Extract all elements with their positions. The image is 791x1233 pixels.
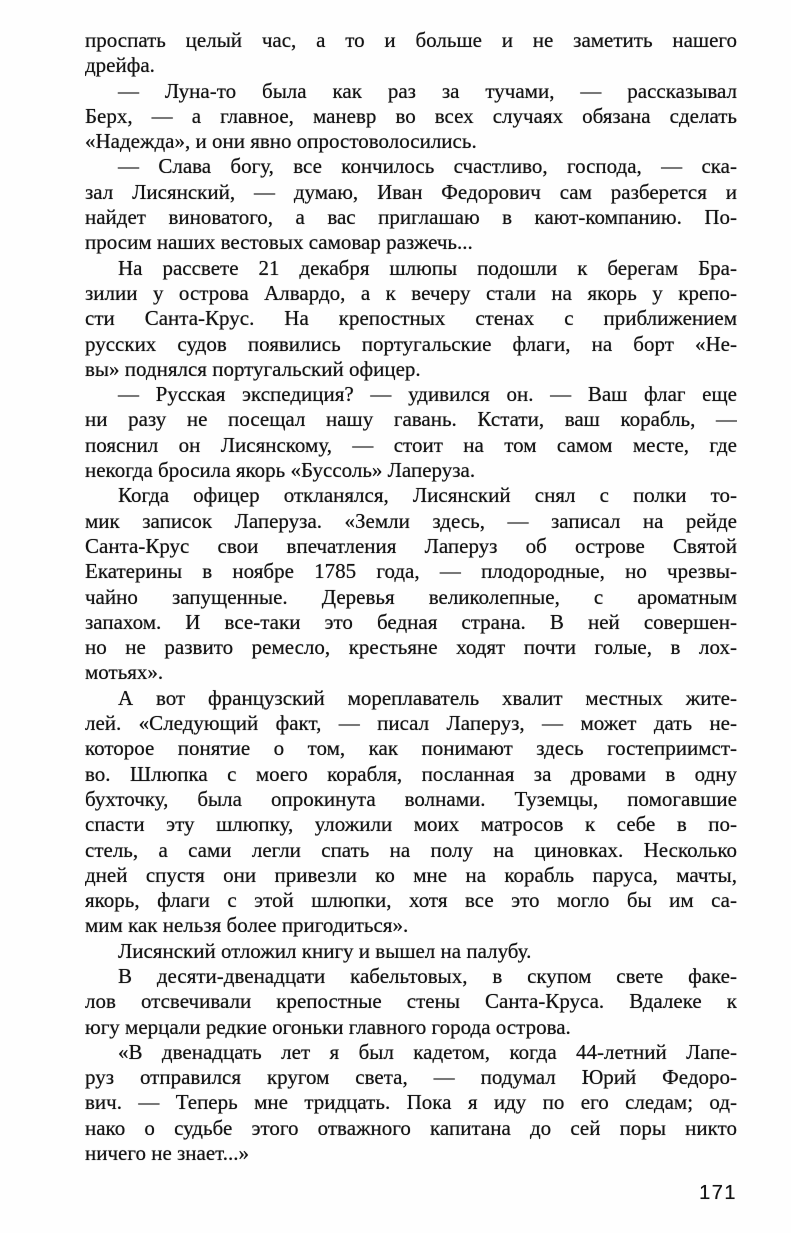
text-line: лей. «Следующий факт, — писал Лаперуз, — может дать не-: [85, 711, 737, 736]
text-line: дрейфа.: [85, 53, 155, 78]
text-line: сти Санта-Крус. На крепостных стенах с приближением: [85, 306, 737, 331]
text-line: пояснил он Лисянскому, — стоит на том самом месте, где: [85, 432, 737, 457]
paragraph: [85, 964, 737, 1040]
text-line: Лисянский отложил книгу и вышел на палубу.: [118, 938, 532, 963]
text-line: стель, а сами легли спать на полу на циновках. Несколько: [85, 837, 737, 862]
paragraph: [85, 79, 737, 155]
paragraph: [85, 1040, 737, 1166]
text-line: дней спустя они привезли ко мне на корабль паруса, мачты,: [85, 862, 737, 887]
text-line: Берх, — а главное, маневр во всех случаях обязана сделать: [85, 103, 737, 128]
text-line: якорь, флаги с этой шлюпки, хотя все это могло бы им са-: [85, 888, 737, 913]
text-line: На рассвете 21 декабря шлюпы подошли к берегам Бра-: [118, 255, 737, 280]
text-line: вич. — Теперь мне тридцать. Пока я иду по его следам; од-: [85, 1090, 737, 1115]
text-line: ни разу не посещал нашу гавань. Кстати, ваш корабль, —: [85, 407, 737, 432]
text-line: — Слава богу, все кончилось счастливо, господа, — ска-: [118, 154, 737, 179]
page-number: 171: [699, 1182, 737, 1204]
text-line: югу мерцали редкие огоньки главного города острова.: [85, 1014, 571, 1039]
paragraph: [85, 686, 737, 939]
text-line: Когда офицер откланялся, Лисянский снял с полки то-: [118, 483, 737, 508]
paragraph: [85, 382, 737, 483]
paragraph: [85, 154, 737, 255]
text-line: во. Шлюпка с моего корабля, посланная за дровами в одну: [85, 761, 737, 786]
text-line: но не развито ремесло, крестьяне ходят почти голые, в лох-: [85, 635, 737, 660]
text-line: руз отправился кругом света, — подумал Юрий Федоро-: [85, 1065, 737, 1090]
text-line: просим наших вестовых самовар разжечь...: [85, 230, 473, 255]
text-line: мим как нельзя более пригодиться».: [85, 913, 409, 938]
text-line: — Русская экспедиция? — удивился он. — Ваш флаг еще: [118, 382, 737, 407]
text-line: спасти эту шлюпку, уложили моих матросов к себе в по-: [85, 812, 737, 837]
text-line: В десяти-двенадцати кабельтовых, в скупом свете факе-: [118, 963, 737, 988]
text-line: Санта-Крус свои впечатления Лаперуз об острове Святой: [85, 533, 737, 558]
text-block: [85, 28, 737, 1166]
paragraph: [85, 939, 737, 964]
text-line: мик записок Лаперуза. «Земли здесь, — записал на рейде: [85, 508, 737, 533]
text-line: лов отсвечивали крепостные стены Санта-Круса. Вдалеке к: [85, 989, 737, 1014]
paragraph: [85, 256, 737, 382]
paragraph: [85, 28, 737, 79]
text-line: чайно запущенные. Деревья великолепные, с ароматным: [85, 584, 737, 609]
paragraph: [85, 483, 737, 685]
text-line: А вот французский мореплаватель хвалит местных жите-: [118, 685, 737, 710]
text-line: бухточку, была опрокинута волнами. Туземцы, помогавшие: [85, 786, 737, 811]
text-line: зилии у острова Алвардо, а к вечеру стали на якорь у крепо-: [85, 280, 737, 305]
text-line: проспать целый час, а то и больше и не заметить нашего: [85, 28, 737, 52]
text-line: найдет виноватого, а вас приглашаю в кают-компанию. По-: [85, 205, 737, 230]
text-line: мотьях».: [85, 660, 164, 685]
text-line: зал Лисянский, — думаю, Иван Федорович сам разберется и: [85, 179, 737, 204]
text-line: запахом. И все-таки это бедная страна. В ней совершен-: [85, 609, 737, 634]
text-line: которое понятие о том, как понимают здесь гостеприимст-: [85, 736, 737, 761]
text-line: нако о судьбе этого отважного капитана до сей поры никто: [85, 1115, 737, 1140]
text-line: «Надежда», и они явно опростоволосились.: [85, 129, 477, 154]
text-line: Екатерины в ноябре 1785 года, — плодородные, но чрезвы-: [85, 559, 737, 584]
text-line: вы» поднялся португальский офицер.: [85, 356, 421, 381]
text-line: — Луна-то была как раз за тучами, — рассказывал: [118, 78, 737, 103]
text-line: ничего не знает...»: [85, 1141, 250, 1166]
text-line: «В двенадцать лет я был кадетом, когда 44-летний Лапе-: [118, 1039, 737, 1064]
text-line: русских судов появились португальские флаги, на борт «Не-: [85, 331, 737, 356]
text-line: некогда бросила якорь «Буссоль» Лаперуза.: [85, 458, 476, 483]
